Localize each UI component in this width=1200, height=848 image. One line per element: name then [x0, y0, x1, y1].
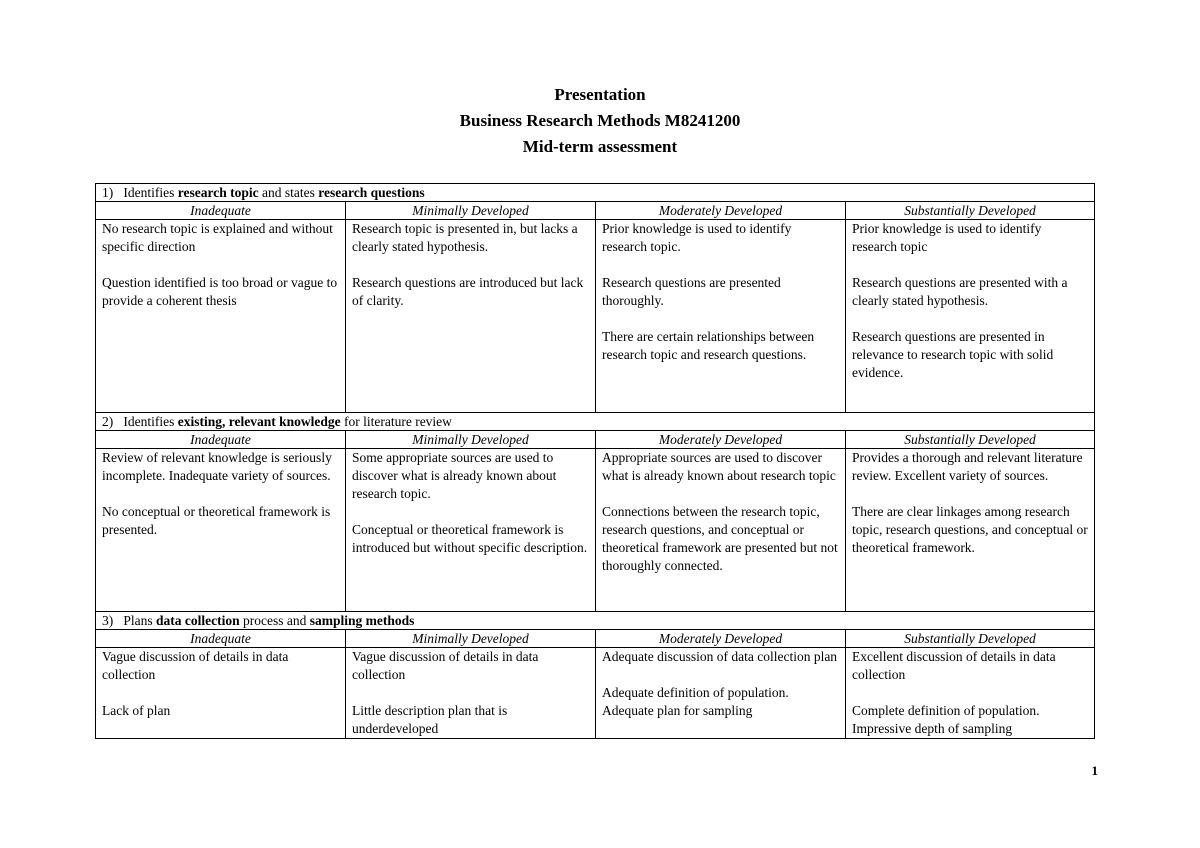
level-label: Inadequate — [96, 202, 346, 220]
criteria-row — [96, 449, 1095, 612]
level-header-row — [96, 431, 1095, 449]
level-label: Inadequate — [96, 431, 346, 449]
section-header-row — [96, 184, 1095, 202]
criteria-text: Prior knowledge is used to identify research topic. — [602, 221, 792, 254]
criteria-text: Vague discussion of details in data collection — [352, 649, 539, 682]
criteria-text: Vague discussion of details in data collection — [102, 649, 289, 682]
section-number: 1) — [102, 185, 114, 200]
criteria-cell — [346, 648, 596, 739]
criteria-text: Lack of plan — [102, 703, 171, 718]
section-keyword: research questions — [318, 185, 425, 200]
criteria-cell — [846, 648, 1095, 739]
level-label: Minimally Developed — [346, 431, 596, 449]
criteria-text: Connections between the research topic, research questions, and conceptual or theoretical framework are presented but not thoroughly connected. — [602, 504, 838, 573]
criteria-cell — [846, 449, 1095, 612]
rubric-table — [95, 183, 1095, 739]
criteria-text: Provides a thorough and relevant literature review. Excellent variety of sources. — [852, 450, 1083, 483]
criteria-text: Complete definition of population. Impressive depth of sampling — [852, 703, 1040, 736]
section-header-row — [96, 413, 1095, 431]
level-header-row — [96, 630, 1095, 648]
criteria-text: No conceptual or theoretical framework is presented. — [102, 504, 331, 537]
section-keyword: data collection — [156, 613, 240, 628]
criteria-text: Conceptual or theoretical framework is introduced but without specific description. — [352, 522, 588, 555]
assessment-title: Mid-term assessment — [522, 137, 678, 156]
section-text: Identifies — [123, 185, 178, 200]
criteria-cell — [596, 648, 846, 739]
criteria-text: Little description plan that is underdeveloped — [352, 703, 508, 736]
section-header — [96, 184, 1095, 202]
criteria-text: Review of relevant knowledge is seriously incomplete. Inadequate variety of sources. — [102, 450, 332, 483]
criteria-text: Appropriate sources are used to discover what is already known about research topic — [602, 450, 836, 483]
section-number: 2) — [102, 414, 114, 429]
criteria-cell — [96, 648, 346, 739]
criteria-text: Research topic is presented in, but lacks a clearly stated hypothesis. — [352, 221, 578, 254]
criteria-text: No research topic is explained and without specific direction — [102, 221, 333, 254]
criteria-text: Research questions are presented with a clearly stated hypothesis. — [852, 275, 1068, 308]
criteria-row — [96, 648, 1095, 739]
criteria-row — [96, 220, 1095, 413]
course-title: Business Research Methods M8241200 — [459, 111, 741, 130]
criteria-cell — [346, 449, 596, 612]
section-header — [96, 413, 1095, 431]
level-label: Minimally Developed — [346, 630, 596, 648]
criteria-text: Adequate discussion of data collection plan — [602, 649, 838, 664]
level-label: Substantially Developed — [846, 431, 1095, 449]
section-text: for literature review — [340, 414, 452, 429]
criteria-text: Excellent discussion of details in data collection — [852, 649, 1056, 682]
section-text: process and — [239, 613, 310, 628]
section-keyword: sampling methods — [309, 613, 415, 628]
criteria-text: Prior knowledge is used to identify research topic — [852, 221, 1042, 254]
level-label: Moderately Developed — [596, 202, 846, 220]
level-label: Substantially Developed — [846, 630, 1095, 648]
criteria-text: Research questions are presented in relevance to research topic with solid evidence. — [852, 329, 1054, 380]
criteria-cell — [596, 220, 846, 413]
criteria-text: There are clear linkages among research topic, research questions, and conceptual or theoretical framework. — [852, 504, 1088, 555]
section-text: and states — [258, 185, 319, 200]
page-number: 1 — [1091, 763, 1098, 778]
criteria-text: Research questions are presented thoroughly. — [602, 275, 781, 308]
criteria-text: Some appropriate sources are used to discover what is already known about research topic. — [352, 450, 557, 501]
criteria-cell — [596, 449, 846, 612]
section-header — [96, 612, 1095, 630]
level-header-row — [96, 202, 1095, 220]
level-label: Moderately Developed — [596, 630, 846, 648]
criteria-cell — [346, 220, 596, 413]
level-label: Moderately Developed — [596, 431, 846, 449]
section-text: Identifies — [123, 414, 178, 429]
criteria-text: Research questions are introduced but lack of clarity. — [352, 275, 584, 308]
section-number: 3) — [102, 613, 114, 628]
criteria-text: Question identified is too broad or vague to provide a coherent thesis — [102, 275, 338, 308]
criteria-cell — [846, 220, 1095, 413]
section-header-row — [96, 612, 1095, 630]
document-title: Presentation — [554, 85, 646, 104]
criteria-text: There are certain relationships between research topic and research questions. — [602, 329, 815, 362]
section-text: Plans — [123, 613, 157, 628]
level-label: Minimally Developed — [346, 202, 596, 220]
level-label: Inadequate — [96, 630, 346, 648]
section-keyword: research topic — [177, 185, 259, 200]
criteria-cell — [96, 449, 346, 612]
level-label: Substantially Developed — [846, 202, 1095, 220]
criteria-cell — [96, 220, 346, 413]
section-keyword: existing, relevant knowledge — [177, 414, 341, 429]
criteria-text: Adequate definition of population. Adequate plan for sampling — [602, 685, 789, 718]
